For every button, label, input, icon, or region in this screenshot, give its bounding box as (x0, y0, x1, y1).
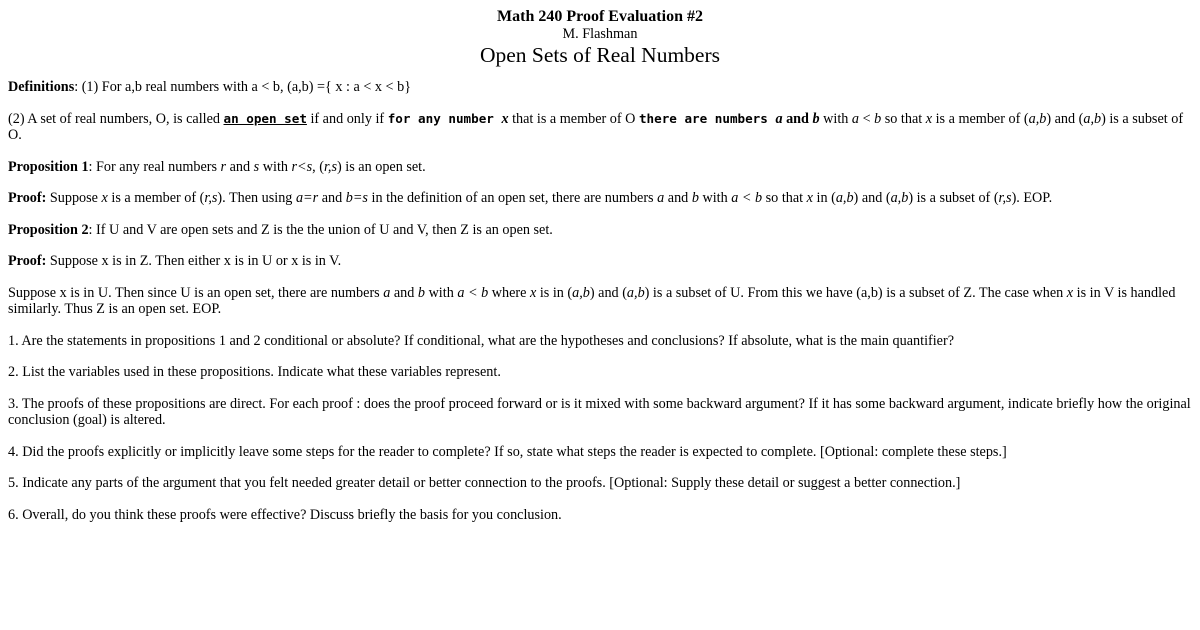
proposition-2-text: : If U and V are open sets and Z is the the union of U and V, then Z is an open set. (88, 221, 553, 238)
definitions-label: Definitions (8, 79, 75, 95)
var: r,s (998, 190, 1012, 206)
var: r,s (323, 158, 337, 175)
open-set-term: an open set (223, 110, 307, 126)
text-run: ) is an open set. (337, 158, 426, 175)
proof-1-label: Proof: (8, 190, 47, 206)
proof-2 (8, 253, 1192, 270)
text-run: so that (881, 110, 926, 127)
var: r,s (204, 190, 218, 206)
text-run: and (782, 110, 813, 127)
text-run: and (664, 190, 692, 206)
proof-2-continued (8, 285, 1192, 318)
text-run: Suppose x is in U. Then since U is an open set, there are numbers (8, 284, 384, 301)
var: r (220, 158, 227, 175)
var: b (691, 190, 699, 206)
text-run: is in V is handled similarly. Thus Z is an open set. EOP. (8, 284, 1176, 317)
text-run: Suppose (46, 190, 102, 206)
var: a,b (626, 284, 645, 301)
text-run: is a member of ( (932, 110, 1029, 127)
quantifier-for-any: for any number (387, 110, 502, 126)
proof-2-label: Proof: (8, 253, 47, 269)
var: b (417, 284, 426, 301)
definition-1 (8, 79, 1192, 96)
document-title: Math 240 Proof Evaluation #2 (497, 8, 703, 25)
text-run: that is a member of O (508, 110, 639, 127)
text-run: so that (762, 190, 807, 206)
text-run: in ( (812, 190, 836, 206)
var: a,b (835, 190, 854, 206)
text-run: and (318, 190, 346, 206)
var: x (925, 110, 933, 127)
var: a,b (890, 190, 909, 206)
text-run: ) and ( (853, 190, 891, 206)
var: a,b (1028, 110, 1047, 127)
var: x (806, 190, 813, 206)
quantifier-there-are: there are numbers (638, 110, 776, 126)
text-run: ) is a subset of ( (908, 190, 999, 206)
var: a,b (572, 284, 590, 301)
text-run: where (488, 284, 530, 301)
author-name: M. Flashman (562, 26, 638, 42)
var: a (383, 284, 391, 301)
text-run: if and only if (306, 110, 388, 127)
var: a (775, 110, 783, 127)
var: a < b (731, 190, 763, 206)
text-run: with (819, 110, 852, 127)
text-run: with (698, 190, 732, 206)
var: x (501, 110, 509, 127)
var: a (657, 190, 665, 206)
question-4: 4. Did the proofs explicitly or implicitly leave some steps for the reader to complete? If so, state what steps the reader is expected to complete. [Optional: complete these steps.] (8, 443, 1007, 460)
var: a,b (1083, 110, 1102, 127)
text-run: ). Then using (217, 190, 296, 206)
var: x (529, 284, 537, 301)
document-header (8, 7, 1192, 69)
text-run: and (226, 158, 254, 175)
text-run: ) is a subset of U. From this we have (a,b) is a subset of Z. The case when (644, 284, 1067, 301)
text-run: ) and ( (1046, 110, 1084, 127)
question-5: 5. Indicate any parts of the argument that you felt needed greater detail or better connection to the proofs. [Optional: Supply these detail or suggest a better connection.] (8, 475, 961, 491)
var: a < b (457, 284, 489, 301)
question-2: 2. List the variables used in these propositions. Indicate what these variables represent. (8, 364, 501, 380)
text-run: in the definition of an open set, there are numbers (367, 190, 658, 206)
proposition-2-label: Proposition 2 (8, 221, 89, 238)
text-run: ) is a subset of O. (8, 110, 1184, 143)
text-run: is in ( (536, 284, 573, 301)
text-run: with (259, 158, 292, 175)
text-run: is a member of ( (107, 190, 205, 206)
text-run: : For any real numbers (88, 158, 221, 175)
var: x (1066, 284, 1074, 301)
var: a=r (295, 190, 319, 206)
var: b=s (345, 190, 368, 206)
text-run: , ( (312, 158, 324, 175)
proposition-1 (8, 159, 1192, 176)
var: b (812, 110, 820, 127)
question-1: 1. Are the statements in propositions 1 and 2 conditional or absolute? If conditional, what are the hypotheses and conclusions? If absolute, what is the main quantifier? (8, 332, 954, 349)
var: s (253, 158, 260, 175)
text-run: (2) A set of real numbers, O, is called (8, 110, 224, 127)
definition-1-text: : (1) For a,b real numbers with a < b, (a,b) ={ x : a < x < b} (74, 79, 412, 95)
question-3: 3. The proofs of these propositions are direct. For each proof : does the proof proceed forward or is it mixed with some backward argument? If it has some backward argument, indicate briefly how the original conclusion (goal) is altered. (8, 395, 1191, 428)
definition-2 (8, 111, 1192, 144)
text-run: with (425, 284, 458, 301)
text-run: ). EOP. (1011, 190, 1053, 206)
proof-1 (8, 190, 1192, 207)
proposition-2 (8, 222, 1192, 239)
var: b (874, 110, 882, 127)
text-run: < (859, 110, 875, 127)
document-subtitle: Open Sets of Real Numbers (479, 43, 721, 67)
question-6: 6. Overall, do you think these proofs were effective? Discuss briefly the basis for you conclusion. (8, 506, 562, 523)
text-run: and (390, 284, 418, 301)
var: x (101, 190, 108, 206)
var: r<s (291, 158, 313, 175)
proposition-1-label: Proposition 1 (8, 158, 89, 175)
proof-2-text: Suppose x is in Z. Then either x is in U or x is in V. (46, 253, 342, 269)
text-run: ) and ( (589, 284, 627, 301)
var: a (851, 110, 860, 127)
